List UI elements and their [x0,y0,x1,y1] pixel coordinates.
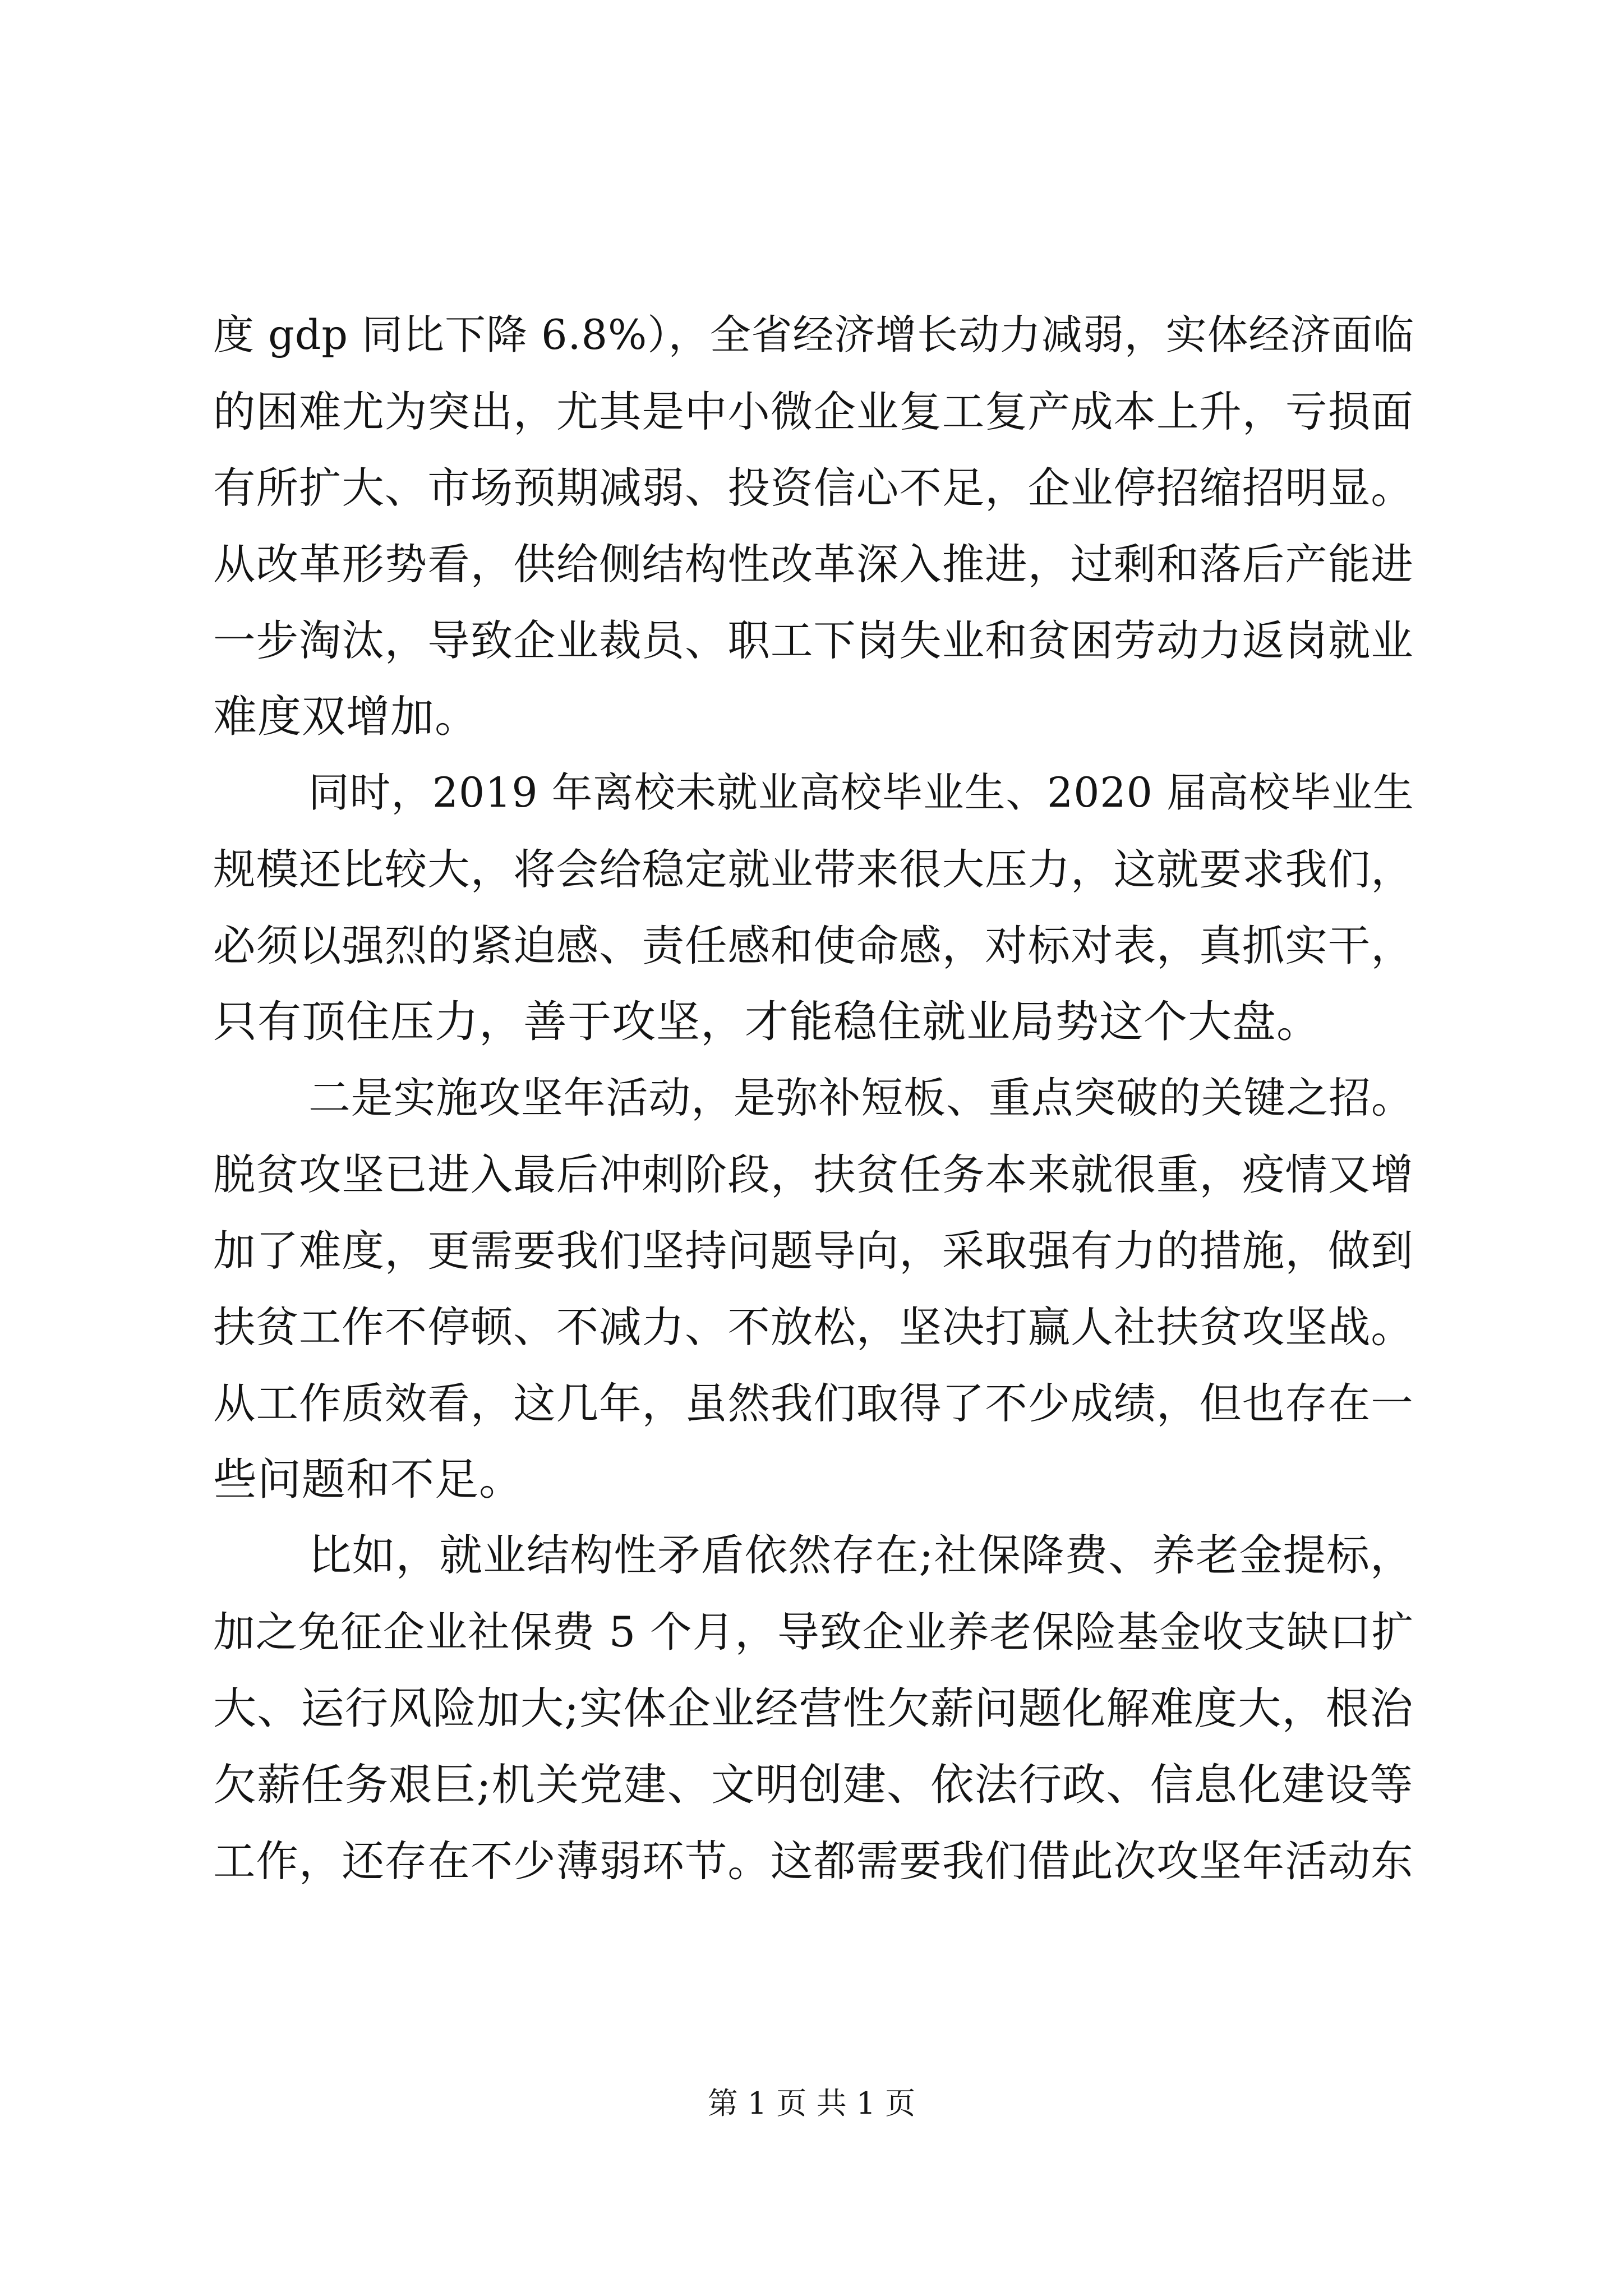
text-line: 的困难尤为突出，尤其是中小微企业复工复产成本上升，亏损面 [213,387,1414,436]
text-line: 有所扩大、市场预期减弱、投资信心不足，企业停招缩招明显。 [213,463,1414,513]
text-line: 大、运行风险加大;实体企业经营性欠薪问题化解难度大，根治 [213,1683,1414,1734]
paragraph-4 [213,1518,1413,1899]
text-line: 只有顶住压力，善于攻坚，才能稳住就业局势这个大盘。 [213,997,1321,1047]
text-line: 比如，就业结构性矛盾依然存在;社保降费、养老金提标， [308,1531,1414,1581]
text-line: 加了难度，更需要我们坚持问题导向，采取强有力的措施，做到 [213,1226,1414,1276]
text-line: 同时，2019 年离校未就业高校毕业生、2020 届高校毕业生 [308,770,1414,817]
text-line: 加之免征企业社保费 5 个月，导致企业养老保险基金收支缺口扩 [213,1608,1414,1657]
paragraph-3 [213,1060,1413,1518]
document-body [213,297,1413,1899]
text-line: 些问题和不足。 [213,1455,524,1505]
text-line: 必须以强烈的紧迫感、责任感和使命感，对标对表，真抓实干， [213,921,1414,970]
text-line: 工作，还存在不少薄弱环节。这都需要我们借此次攻坚年活动东 [213,1837,1414,1886]
text-line: 脱贫攻坚已进入最后冲刺阶段，扶贫任务本来就很重，疫情又增 [213,1150,1414,1199]
text-line: 难度双增加。 [213,692,479,742]
text-line: 一步淘汰，导致企业裁员、职工下岗失业和贫困劳动力返岗就业 [213,616,1414,665]
text-line: 扶贫工作不停顿、不减力、不放松，坚决打赢人社扶贫攻坚战。 [213,1303,1414,1352]
text-line: 从改革形势看，供给侧结构性改革深入推进，过剩和落后产能进 [213,540,1414,589]
text-line: 规模还比较大，将会给稳定就业带来很大压力，这就要求我们， [213,845,1414,894]
page-number-footer: 第 1 页 共 1 页 [707,2086,916,2121]
paragraph-2 [213,755,1413,1060]
paragraph-1 [213,297,1413,755]
text-line: 欠薪任务艰巨;机关党建、文明创建、依法行政、信息化建设等 [213,1760,1414,1810]
text-line: 度 gdp 同比下降 6.8%），全省经济增长动力减弱，实体经济面临 [213,311,1415,359]
text-line: 从工作质效看，这几年，虽然我们取得了不少成绩，但也存在一 [213,1379,1414,1428]
text-line: 二是实施攻坚年活动，是弥补短板、重点突破的关键之招。 [308,1074,1414,1122]
